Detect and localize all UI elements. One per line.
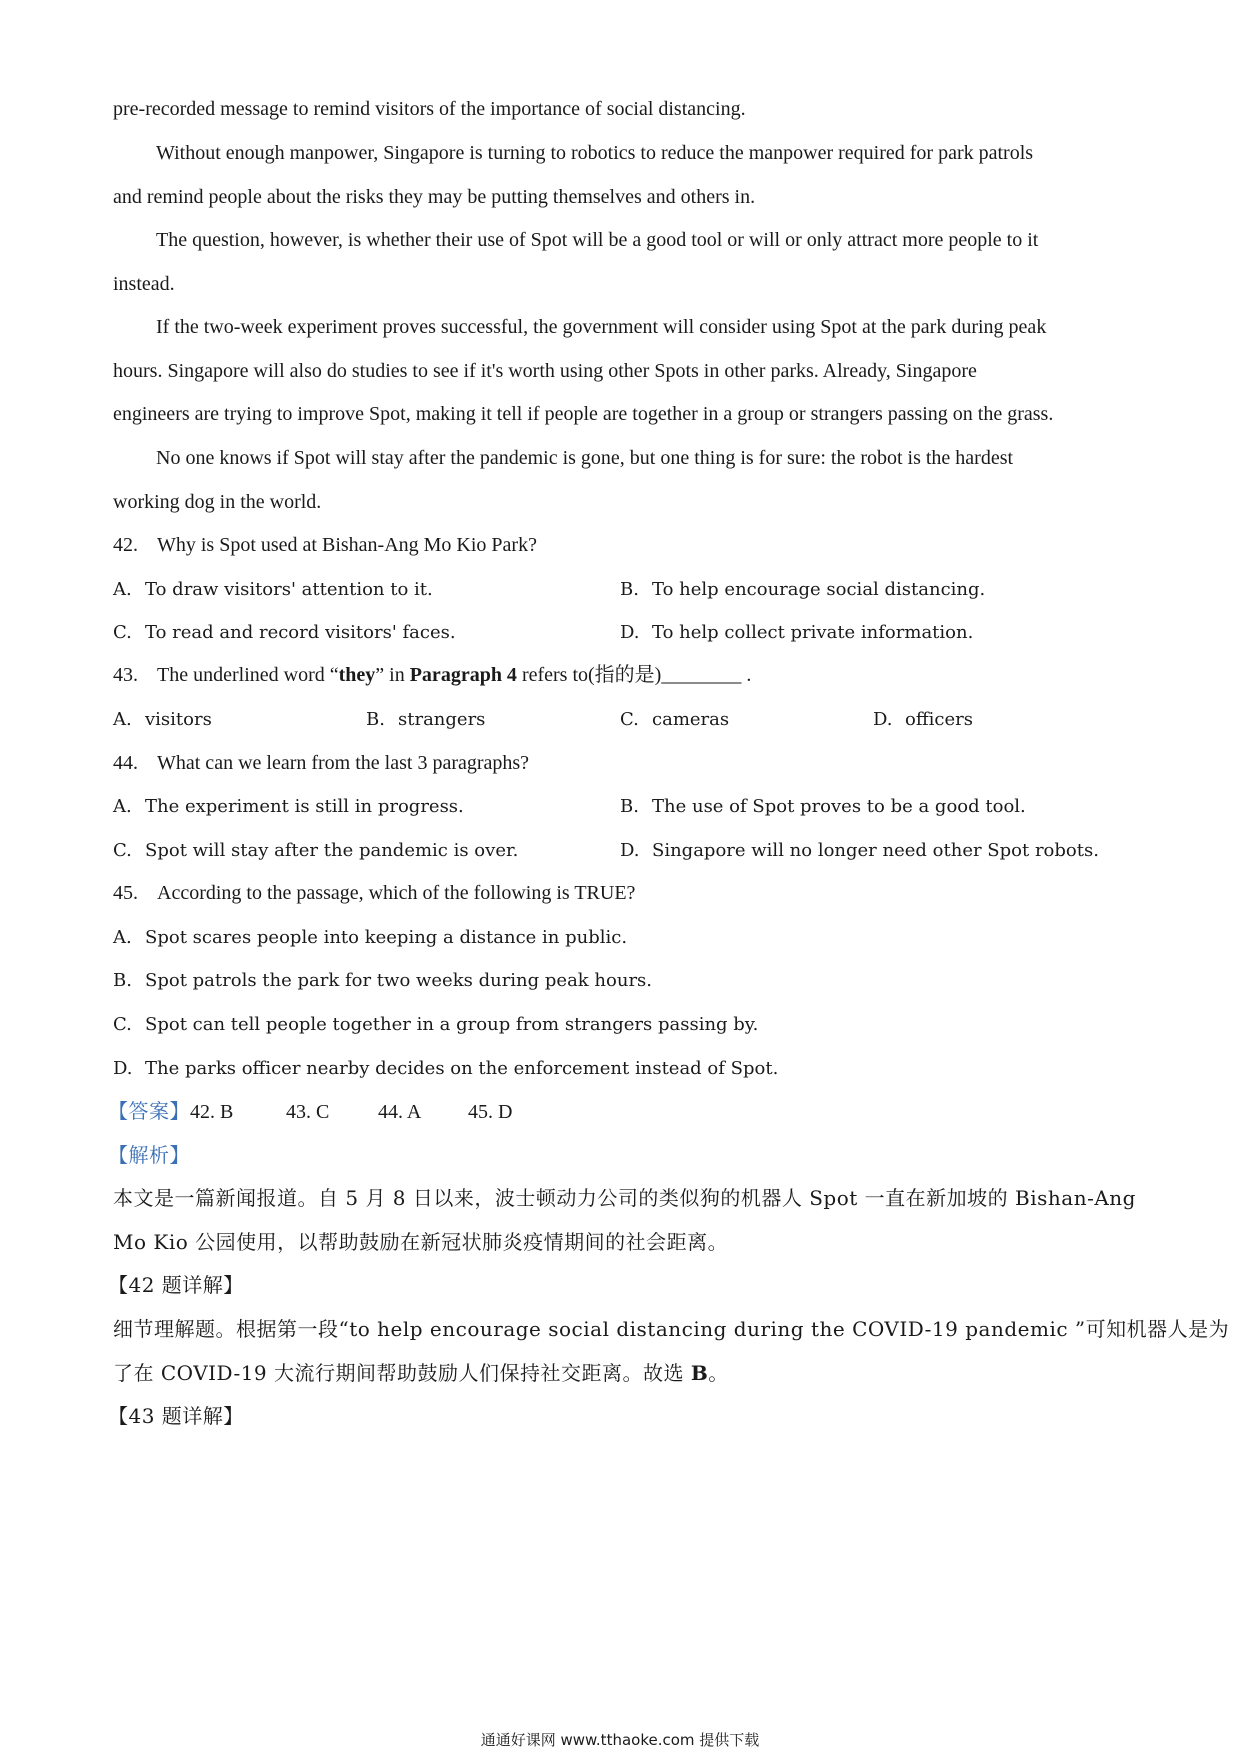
- passage-line: pre-recorded message to remind visitors of the importance of social distancing.: [113, 98, 746, 120]
- answer-line: 【答案】42. B 43. C 44. A 45. D: [108, 1099, 513, 1123]
- option-44-d: D. Singapore will no longer need other Spot robots.: [620, 840, 1099, 861]
- option-44-a: A. The experiment is still in progress.: [113, 796, 464, 817]
- question-45: [113, 879, 635, 907]
- question-number: 43.: [113, 664, 138, 686]
- option-43-d: D. officers: [873, 709, 973, 730]
- question-42: [113, 531, 537, 559]
- passage-line: If the two-week experiment proves successful, the government will consider using Spot at the park during peak: [156, 316, 1047, 338]
- analysis-line: Mo Kio 公园使用，以帮助鼓励在新冠状肺炎疫情期间的社会距离。: [113, 1230, 729, 1254]
- option-45-c: C. Spot can tell people together in a group from strangers passing by.: [113, 1014, 759, 1035]
- question-44: [113, 749, 529, 777]
- passage-line: hours. Singapore will also do studies to see if it's worth using other Spots in other parks. Already, Singapore: [113, 360, 977, 382]
- answer-letter: B: [690, 1361, 709, 1385]
- option-42-b: B. To help encourage social distancing.: [620, 579, 986, 600]
- question-number: 45.: [113, 882, 138, 904]
- question-text: Why is Spot used at Bishan-Ang Mo Kio Park?: [157, 534, 537, 556]
- analysis-line: 细节理解题。根据第一段“to help encourage social distancing during the COVID-19 pandemic ”可知机器人是为: [113, 1317, 1230, 1341]
- analysis-line: 本文是一篇新闻报道。自 5 月 8 日以来，波士顿动力公司的类似狗的机器人 Spot 一直在新加坡的 Bishan-Ang: [113, 1186, 1136, 1210]
- underlined-word: they: [338, 664, 376, 686]
- question-text: According to the passage, which of the following is TRUE?: [157, 882, 636, 904]
- option-45-d: D. The parks officer nearby decides on the enforcement instead of Spot.: [113, 1058, 779, 1079]
- passage-line: engineers are trying to improve Spot, making it tell if people are together in a group or strangers passing on the grass.: [113, 403, 1054, 425]
- passage-line: and remind people about the risks they may be putting themselves and others in.: [113, 186, 756, 208]
- option-43-c: C. cameras: [620, 709, 730, 730]
- passage-line: working dog in the world.: [113, 491, 322, 513]
- question-text: What can we learn from the last 3 paragraphs?: [157, 752, 530, 774]
- option-44-c: C. Spot will stay after the pandemic is over.: [113, 840, 519, 861]
- option-42-d: D. To help collect private information.: [620, 622, 974, 643]
- passage-line: Without enough manpower, Singapore is turning to robotics to reduce the manpower required for park patrols: [156, 142, 1034, 164]
- paragraph-ref: Paragraph 4: [409, 664, 517, 686]
- answer-label: 【答案】: [108, 1099, 190, 1123]
- passage-line: The question, however, is whether their use of Spot will be a good tool or will or only attract more people to it: [156, 229, 1039, 251]
- detail-43-label: 【43 题详解】: [108, 1404, 244, 1428]
- question-number: 42.: [113, 534, 138, 556]
- passage-line: No one knows if Spot will stay after the pandemic is gone, but one thing is for sure: the robot is the hardest: [156, 447, 1014, 469]
- option-42-c: C. To read and record visitors' faces.: [113, 622, 456, 643]
- analysis-label: 【解析】: [108, 1143, 190, 1167]
- option-43-b: B. strangers: [366, 709, 486, 730]
- analysis-line: 了在 COVID-19 大流行期间帮助鼓励人们保持社交距离。故选 B。: [113, 1361, 729, 1385]
- option-45-b: B. Spot patrols the park for two weeks during peak hours.: [113, 970, 653, 991]
- option-44-b: B. The use of Spot proves to be a good tool.: [620, 796, 1026, 817]
- option-45-a: A. Spot scares people into keeping a distance in public.: [113, 927, 628, 948]
- question-43: 43. The underlined word “they” in Paragraph 4 refers to(指的是)________ .: [113, 661, 751, 689]
- page-footer: 通通好课网 www.tthaoke.com 提供下载: [480, 1731, 760, 1749]
- detail-42-label: 【42 题详解】: [108, 1273, 244, 1297]
- option-42-a: A. To draw visitors' attention to it.: [113, 579, 433, 600]
- passage-line: instead.: [113, 273, 175, 295]
- question-number: 44.: [113, 752, 138, 774]
- option-43-a: A. visitors: [113, 709, 212, 730]
